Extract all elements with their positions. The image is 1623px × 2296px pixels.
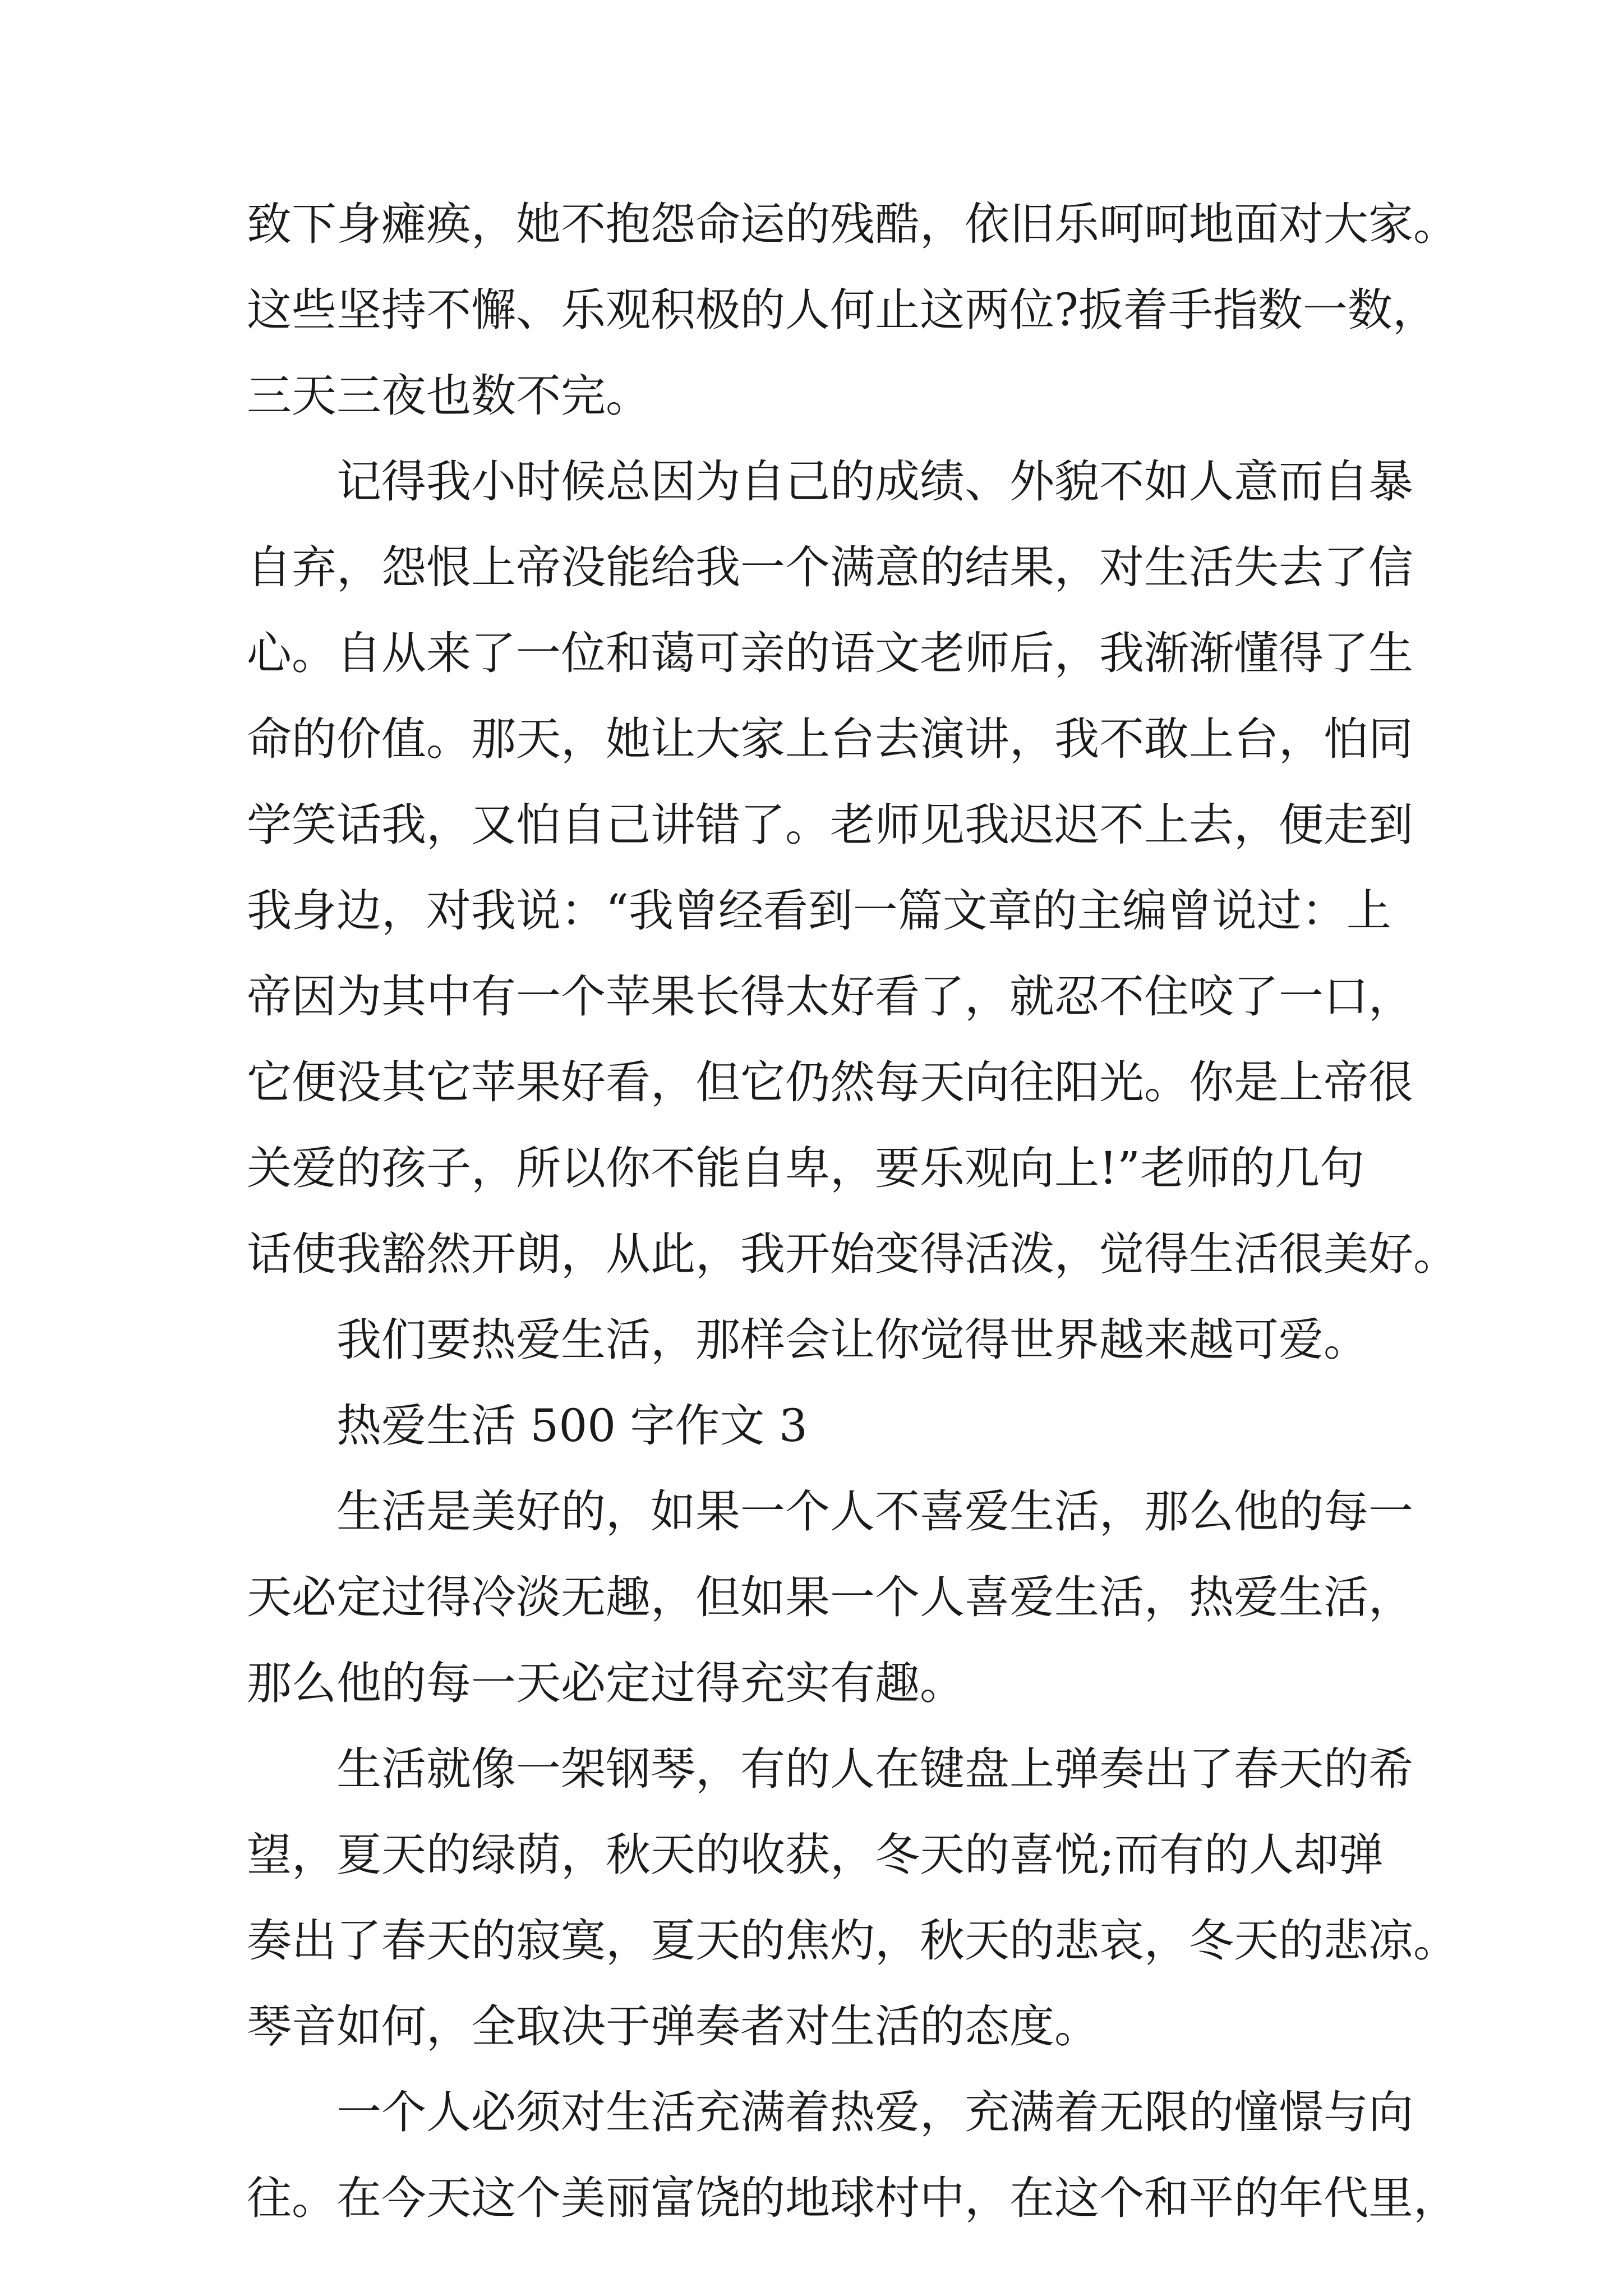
text-line: 奏出了春天的寂寞，夏天的焦灼，秋天的悲哀，冬天的悲凉。: [247, 1915, 1458, 1967]
text-line: 话使我豁然开朗，从此，我开始变得活泼，觉得生活很美好。: [247, 1228, 1458, 1280]
text-line: 往。在今天这个美丽富饶的地球村中，在这个和平的年代里，: [247, 2172, 1458, 2224]
paragraph-first-line: 生活就像一架钢琴，有的人在键盘上弹奏出了春天的希: [336, 1743, 1413, 1795]
text-line: 它便没其它苹果好看，但它仍然每天向往阳光。你是上帝很: [247, 1056, 1413, 1108]
text-line: 心。自从来了一位和蔼可亲的语文老师后，我渐渐懂得了生: [247, 627, 1413, 679]
text-line: 这些坚持不懈、乐观积极的人何止这两位?扳着手指数一数，: [247, 284, 1437, 336]
text-line: 自弃，怨恨上帝没能给我一个满意的结果，对生活失去了信: [247, 541, 1413, 593]
text-line: 望，夏天的绿荫，秋天的收获，冬天的喜悦;而有的人却弹: [247, 1829, 1384, 1881]
paragraph-first-line: 生活是美好的，如果一个人不喜爱生活，那么他的每一: [336, 1485, 1413, 1538]
text-line: 命的价值。那天，她让大家上台去演讲，我不敢上台，怕同: [247, 713, 1413, 765]
section-heading: 热爱生活 500 字作文 3: [336, 1400, 808, 1452]
text-line: 那么他的每一天必定过得充实有趣。: [247, 1657, 965, 1709]
text-line: 关爱的孩子，所以你不能自卑，要乐观向上!”老师的几句: [247, 1142, 1365, 1194]
paragraph-first-line: 我们要热爱生活，那样会让你觉得世界越来越可爱。: [336, 1314, 1368, 1366]
paragraph-first-line: 一个人必须对生活充满着热爱，充满着无限的憧憬与向: [336, 2086, 1413, 2138]
text-line: 天必定过得冷淡无趣，但如果一个人喜爱生活，热爱生活，: [247, 1571, 1413, 1623]
text-line: 帝因为其中有一个苹果长得太好看了，就忍不住咬了一口，: [247, 970, 1413, 1023]
text-line: 三天三夜也数不完。: [247, 370, 651, 422]
text-line: 致下身瘫痪，她不抱怨命运的残酷，依旧乐呵呵地面对大家。: [247, 198, 1458, 250]
text-line: 学笑话我，又怕自己讲错了。老师见我迟迟不上去，便走到: [247, 799, 1413, 851]
text-line: 我身边，对我说：“我曾经看到一篇文章的主编曾说过：上: [247, 885, 1391, 937]
text-line: 琴音如何，全取决于弹奏者对生活的态度。: [247, 2000, 1099, 2053]
paragraph-first-line: 记得我小时候总因为自己的成绩、外貌不如人意而自暴: [336, 455, 1413, 508]
